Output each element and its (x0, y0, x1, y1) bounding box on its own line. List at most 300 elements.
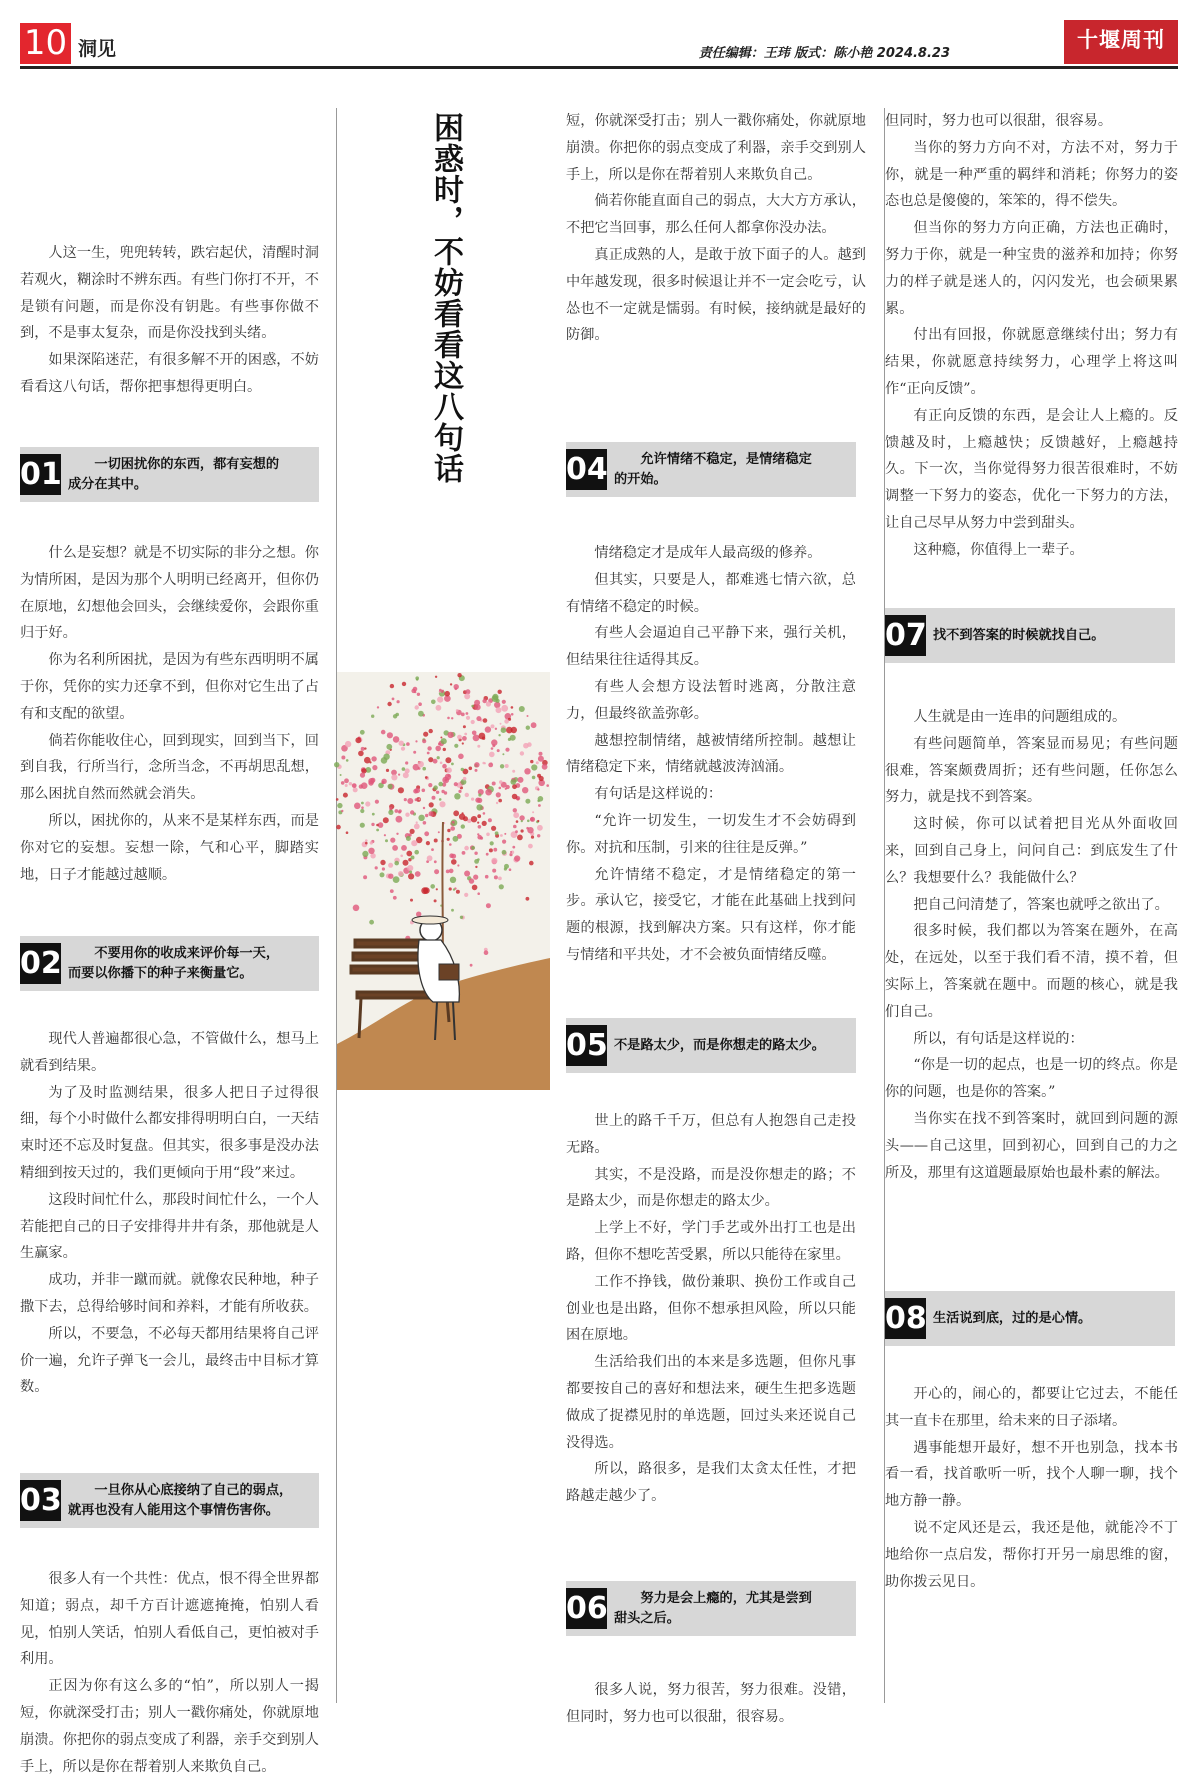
blossom-dot (385, 839, 388, 842)
blossom-dot (454, 793, 460, 799)
section-header-01 (20, 447, 319, 502)
blossom-dot (502, 840, 506, 844)
blossom-dot (532, 776, 536, 780)
section-03-body-start (20, 1566, 319, 1775)
blossom-dot (392, 845, 398, 851)
paragraph: 很多时候，我们都以为答案在题外，在高处，在远处，以至于我们看不清，摸不着，但实际上，答案就在题中。而题的核心，就是我们自己。 (885, 923, 1178, 1020)
section-header-06 (566, 1581, 856, 1636)
blossom-dot (512, 784, 517, 789)
blossom-dot (505, 748, 509, 752)
blossom-dot (406, 836, 411, 841)
blossom-dot (440, 737, 442, 739)
blossom-dot (433, 759, 438, 764)
blossom-dot (462, 851, 466, 855)
blossom-dot (531, 722, 537, 728)
blossom-dot (375, 800, 379, 804)
blossom-dot (382, 867, 385, 870)
paragraph: 为了及时监测结果，很多人把日子过得很细，每个小时做什么都安排得明明白白，一天结束时还不忘及时复盘。但其实，很多事是没办法精细到按天过的，我们更倾向于用“段”来过。 (20, 1084, 319, 1181)
blossom-dot (499, 884, 504, 889)
blossom-dot (466, 712, 469, 715)
page-number-badge: 10 (20, 23, 71, 64)
paragraph: 越想控制情绪，越被情绪所控制。越想让情绪稳定下来，情绪就越波涛汹涌。 (566, 732, 856, 776)
blossom-dot (403, 860, 409, 866)
blossom-dot (488, 818, 492, 822)
section-number: 07 (885, 615, 926, 656)
blossom-dot (491, 724, 495, 728)
blossom-dot (434, 869, 439, 874)
section-header-05 (566, 1018, 856, 1073)
blossom-dot (521, 820, 523, 822)
blossom-dot (384, 834, 386, 836)
blossom-dot (434, 860, 437, 863)
blossom-dot (502, 850, 507, 855)
paragraph: 有些人会想方设法暂时逃离，分散注意力，但最终欲盖弥彰。 (566, 678, 856, 722)
section-number: 03 (20, 1480, 61, 1521)
blossom-dot (406, 742, 410, 746)
blossom-dot (361, 747, 365, 751)
blossom-dot (466, 716, 470, 720)
blossom-dot (407, 865, 413, 871)
blossom-dot (501, 705, 508, 712)
blossom-dot (451, 717, 453, 719)
blossom-dot (476, 716, 481, 721)
paragraph: 付出有回报，你就愿意继续付出；努力有结果，你就愿意持续努力，心理学上将这叫作“正向反馈”。 (885, 327, 1178, 397)
blossom-dot (505, 788, 507, 790)
blossom-dot (344, 778, 349, 783)
paragraph: 这时候，你可以试着把目光从外面收回来，回到自己身上，问问自己：到底发生了什么？我想要什么？我能做什么？ (885, 816, 1178, 886)
section-header-03 (20, 1473, 319, 1528)
blossom-dot (525, 799, 530, 804)
blossom-dot (523, 743, 529, 749)
blossom-dot (398, 774, 400, 776)
blossom-dot (429, 729, 433, 733)
blossom-dot (473, 875, 478, 880)
paragraph: 有句话是这样说的： (594, 786, 723, 803)
blossom-dot (510, 779, 516, 785)
blossom-dot (369, 920, 374, 925)
blossom-dot (506, 727, 513, 734)
blossom-dot (482, 821, 487, 826)
blossom-dot (341, 810, 343, 812)
blossom-dot (448, 774, 451, 777)
blossom-dot (477, 892, 480, 895)
blossom-dot (502, 753, 504, 755)
blossom-dot (418, 711, 424, 717)
blossom-dot (528, 844, 533, 849)
blossom-dot (446, 767, 452, 773)
blossom-dot (435, 676, 437, 678)
blossom-dot (452, 821, 455, 824)
blossom-dot (482, 762, 485, 765)
blossom-dot (538, 804, 541, 807)
blossom-dot (518, 777, 524, 783)
blossom-dot (449, 853, 454, 858)
blossom-dot (488, 763, 493, 768)
paragraph: 有正向反馈的东西，是会让人上瘾的。反馈越及时，上瘾越快；反馈越好，上瘾越持久。下一次，当你觉得努力很苦很难时，不妨调整一下努力的姿态，优化一下努力的方法，让自己尽早从努力中尝到甜头。 (885, 407, 1178, 531)
blossom-dot (511, 706, 514, 709)
intro-text (20, 240, 319, 401)
blossom-dot (461, 768, 464, 771)
blossom-dot (456, 890, 460, 894)
blossom-dot (436, 791, 439, 794)
blossom-dot (537, 800, 540, 803)
paragraph: “你是一切的起点，也是一切的终点。你是你的问题，也是你的答案。” (885, 1057, 1178, 1101)
blossom-dot (337, 803, 342, 808)
paragraph: 所以，困扰你的，从来不是某样东西，而是你对它的妄想。妄想一除，气和心平，脚踏实地，日子才能越过越顺。 (20, 812, 319, 883)
blossom-dot (445, 757, 451, 763)
blossom-dot (464, 893, 468, 897)
blossom-dot (454, 782, 458, 786)
blossom-dot (456, 709, 459, 712)
section-04-body (566, 540, 856, 969)
blossom-dot (443, 748, 446, 751)
blossom-dot (482, 699, 486, 703)
section-02-body (20, 1026, 319, 1401)
blossom-dot (458, 754, 464, 760)
blossom-dot (439, 801, 445, 807)
blossom-dot (521, 829, 524, 832)
blossom-dot (362, 851, 368, 857)
blossom-dot (457, 864, 459, 866)
blossom-dot (388, 863, 393, 868)
blossom-dot (457, 735, 462, 740)
blossom-dot (526, 726, 530, 730)
paragraph: 允许情绪不稳定，才是情绪稳定的第一步。承认它，接受它，才能在此基础上找到问题的根源，找到解决方案。只有这样，你才能与情绪和平共处，才不会被负面情绪反噬。 (566, 866, 856, 963)
blossom-dot (515, 830, 518, 833)
blossom-dot (386, 744, 392, 750)
section-name: 洞见 (78, 38, 117, 60)
blossom-dot (498, 877, 502, 881)
section-header-02 (20, 936, 319, 991)
blossom-dot (376, 824, 379, 827)
blossom-dot (405, 813, 409, 817)
blossom-dot (394, 861, 399, 866)
blossom-dot (489, 848, 493, 852)
blossom-dot (368, 848, 374, 854)
paragraph: 把自己问清楚了，答案也就呼之欲出了。 (913, 896, 1169, 913)
blossom-dot (390, 684, 394, 688)
blossom-dot (387, 732, 393, 738)
blossom-dot (415, 705, 419, 709)
blossom-dot (514, 855, 520, 861)
blossom-dot (462, 812, 464, 814)
tree-bench-illustration-icon (337, 672, 550, 1090)
section-number: 04 (566, 449, 607, 490)
editor-line: 责任编辑：王玮 版式：陈小艳 2024.8.23 (698, 46, 950, 61)
blossom-dot (529, 861, 534, 866)
paragraph: 倘若你能直面自己的弱点，大大方方承认，不把它当回事，那么任何人都拿你没办法。 (566, 193, 866, 237)
blossom-dot (363, 875, 367, 879)
blossom-dot (471, 816, 477, 822)
blossom-dot (502, 700, 506, 704)
blossom-dot (364, 757, 371, 764)
blossom-dot (462, 736, 467, 741)
paragraph: 生活给我们出的本来是多选题，但你凡事都要按自己的喜好和想法来，硬生生把多选题做成了捉襟见肘的单选题，回过头来还说自己没得选。 (566, 1354, 856, 1451)
blossom-dot (476, 804, 482, 810)
blossom-dot (486, 853, 489, 856)
blossom-dot (537, 774, 541, 778)
blossom-dot (532, 811, 534, 813)
blossom-dot (458, 790, 461, 793)
paragraph: 这种瘾，你值得上一辈子。 (913, 541, 1084, 558)
blossom-dot (477, 835, 482, 840)
blossom-dot (498, 799, 502, 803)
blossom-dot (381, 779, 386, 784)
blossom-dot (500, 764, 504, 768)
blossom-dot (413, 751, 416, 754)
header-rule (20, 66, 1178, 69)
blossom-dot (423, 807, 425, 809)
section-01-body (20, 540, 319, 888)
blossom-dot (418, 815, 424, 821)
blossom-dot (469, 878, 474, 883)
blossom-dot (519, 706, 525, 712)
paragraph: 如果深陷迷茫，有很多解不开的困惑，不妨看看这八句话，帮你把事想得更明白。 (20, 352, 319, 395)
blossom-dot (497, 749, 500, 752)
blossom-dot (393, 736, 400, 743)
blossom-dot (424, 831, 429, 836)
blossom-dot (469, 767, 473, 771)
blossom-dot (410, 899, 413, 902)
blossom-dot (474, 852, 477, 855)
blossom-dot (414, 824, 420, 830)
blossom-dot (336, 798, 339, 801)
blossom-dot (477, 745, 480, 748)
blossom-dot (429, 802, 434, 807)
blossom-dot (449, 869, 454, 874)
blossom-dot (427, 746, 431, 750)
blossom-dot (471, 846, 475, 850)
blossom-dot (336, 825, 341, 830)
paragraph: 这段时间忙什么，那段时间忙什么，一个人若能把自己的日子安排得井井有条，那他就是人生赢家。 (20, 1191, 319, 1262)
blossom-dot (389, 807, 392, 810)
blossom-dot (461, 824, 465, 828)
blossom-dot (449, 887, 452, 890)
blossom-dot (360, 773, 365, 778)
blossom-dot (520, 751, 524, 755)
blossom-dot (512, 794, 518, 800)
paragraph: 真正成熟的人，是敢于放下面子的人。越到中年越发现，很多时候退让并不一定会吃亏，认怂也不一定就是懦弱。有时候，接纳就是最好的防御。 (566, 246, 866, 344)
paragraph: 遇事能想开最好，想不开也别急，找本书看一看，找首歌听一听，找个人聊一聊，找个地方静一静。 (885, 1439, 1178, 1510)
blossom-dot (495, 831, 499, 835)
blossom-dot (346, 831, 349, 834)
blossom-dot (417, 693, 420, 696)
blossom-dot (411, 856, 415, 860)
blossom-dot (450, 683, 452, 685)
blossom-dot (436, 888, 438, 890)
blossom-dot (371, 823, 374, 826)
blossom-dot (478, 825, 482, 829)
paragraph: 短，你就深受打击；别人一戳你痛处，你就原地崩溃。你把你的弱点变成了利器，亲手交到别人手上，所以是你在帮着别人来欺负自己。 (566, 113, 866, 183)
blossom-dot (435, 746, 441, 752)
blossom-dot (434, 839, 438, 843)
blossom-dot (402, 767, 406, 771)
blossom-dot (419, 798, 421, 800)
blossom-dot (531, 764, 537, 770)
blossom-dot (365, 842, 368, 845)
section-title: 努力是会上瘾的，尤其是尝到 甜头之后。 (614, 1590, 812, 1626)
blossom-dot (423, 732, 428, 737)
blossom-dot (388, 874, 393, 879)
blossom-dot (372, 813, 375, 816)
blossom-dot (453, 836, 459, 842)
section-number: 05 (566, 1025, 607, 1066)
blossom-dot (341, 781, 345, 785)
blossom-dot (442, 777, 449, 784)
blossom-dot (454, 744, 458, 748)
blossom-dot (354, 803, 361, 810)
blossom-dot (393, 714, 397, 718)
blossom-dot (353, 905, 360, 912)
blossom-dot (478, 793, 481, 796)
illustration (337, 672, 550, 1090)
blossom-dot (343, 793, 348, 798)
section-header-07 (885, 608, 1175, 663)
blossom-dot (499, 787, 502, 790)
section-07-body (885, 704, 1178, 1186)
blossom-dot (334, 762, 339, 767)
paragraph: 当你实在找不到答案时，就回到问题的源头——自己这里，回到初心，回到自己的力之所及，那里有这道题最原始也最朴素的解法。 (885, 1110, 1178, 1181)
blossom-dot (486, 701, 491, 706)
blossom-dot (341, 756, 345, 760)
paragraph: 工作不挣钱，做份兼职、换份工作或自己创业也是出路，但你不想承担风险，所以只能困在原地。 (566, 1273, 856, 1344)
blossom-dot (387, 702, 391, 706)
paragraph: 有些人会逼迫自己平静下来，强行关机，但结果往往适得其反。 (566, 625, 856, 669)
section-title: 允许情绪不稳定，是情绪稳定 的开始。 (614, 451, 812, 487)
blossom-dot (491, 858, 497, 864)
logo-strip (1064, 60, 1178, 64)
blossom-dot (386, 769, 389, 772)
blossom-dot (430, 884, 435, 889)
blossom-dot (447, 838, 450, 841)
blossom-dot (483, 718, 488, 723)
blossom-dot (459, 814, 465, 820)
blossom-dot (447, 829, 450, 832)
blossom-dot (437, 756, 440, 759)
blossom-dot (414, 691, 416, 693)
paragraph: 开心的，闹心的，都要让它过去，不能任其一直卡在那里，给未来的日子添堵。 (885, 1386, 1178, 1429)
blossom-dot (472, 885, 478, 891)
blossom-dot (358, 751, 364, 757)
blossom-dot (527, 715, 529, 717)
section-title: 生活说到底，过的是心情。 (933, 1310, 1092, 1326)
blossom-dot (433, 785, 438, 790)
blossom-dot (510, 851, 512, 853)
blossom-dot (442, 764, 447, 769)
section-03-body-cont (566, 108, 866, 349)
blossom-dot (517, 835, 523, 841)
blossom-dot (472, 731, 477, 736)
blossom-dot (461, 713, 465, 717)
blossom-dot (392, 698, 395, 701)
blossom-dot (398, 809, 401, 812)
blossom-dot (390, 838, 395, 843)
blossom-dot (422, 789, 426, 793)
blossom-dot (441, 790, 444, 793)
blossom-dot (464, 693, 470, 699)
blossom-dot (513, 825, 517, 829)
blossom-dot (453, 888, 455, 890)
blossom-dot (498, 690, 502, 694)
blossom-dot (422, 767, 426, 771)
blossom-dot (495, 728, 497, 730)
blossom-dot (414, 850, 419, 855)
blossom-dot (493, 848, 497, 852)
blossom-dot (462, 742, 464, 744)
blossom-dot (438, 743, 441, 746)
blossom-dot (376, 829, 379, 832)
paragraph: 人这一生，兜兜转转，跌宕起伏，清醒时洞若观火，糊涂时不辨东西。有些门你打不开，不是锁有问题，而是你没有钥匙。有些事你做不到，不是事太复杂，而是你没找到头绪。 (20, 245, 319, 342)
blossom-dot (477, 814, 481, 818)
paragraph: 正因为你有这么多的“怕”，所以别人一揭短，你就深受打击；别人一戳你痛处，你就原地崩溃。你把你的弱点变成了利器，亲手交到别人手上，所以是你在帮着别人来欺负自己。 (20, 1678, 319, 1775)
blossom-dot (537, 788, 539, 790)
blossom-dot (460, 916, 463, 919)
section-title: 不要用你的收成来评价每一天， 而要以你播下的种子来衡量它。 (68, 945, 280, 981)
paragraph: 所以，不要急，不必每天都用结果将自己评价一遍，允许子弹飞一会儿，最终击中目标才算数。 (20, 1325, 319, 1396)
paragraph: 说不定风还是云，我还是他，就能冷不丁地给你一点启发，帮你打开另一扇思维的窗，助你拨云见日。 (885, 1519, 1178, 1590)
blossom-dot (360, 823, 365, 828)
blossom-dot (440, 762, 443, 765)
blossom-dot (361, 806, 364, 809)
blossom-dot (538, 756, 544, 762)
paragraph: 你为名利所困扰，是因为有些东西明明不属于你，凭你的实力还拿不到，但你对它生出了占有和支配的欲望。 (20, 652, 319, 722)
blossom-dot (464, 846, 469, 851)
section-08-body (885, 1381, 1178, 1595)
blossom-dot (399, 741, 404, 746)
blossom-dot (537, 820, 539, 822)
section-title: 不是路太少，而是你想走的路太少。 (614, 1037, 825, 1053)
blossom-dot (383, 817, 389, 823)
blossom-dot (437, 697, 443, 703)
paragraph: 但当你的努力方向正确，方法也正确时，努力于你，就是一种宝贵的滋养和加持；你努力的样子就是迷人的，闪闪发光，也会硕果累累。 (885, 220, 1178, 317)
blossom-dot (429, 811, 434, 816)
blossom-dot (391, 774, 397, 780)
section-header-08 (885, 1291, 1175, 1346)
blossom-dot (436, 705, 442, 711)
blossom-dot (484, 950, 489, 955)
section-number: 02 (20, 943, 61, 984)
blossom-dot (359, 784, 363, 788)
paragraph: 有些问题简单，答案显而易见；有些问题很难，答案颇费周折；还有些问题，任你怎么努力，就是找不到答案。 (885, 735, 1178, 806)
blossom-dot (504, 833, 506, 835)
blossom-dot (439, 689, 442, 692)
blossom-dot (388, 784, 393, 789)
blossom-dot (427, 855, 433, 861)
blossom-dot (407, 798, 413, 804)
paragraph: 人生就是由一连串的问题组成的。 (913, 709, 1127, 725)
blossom-dot (505, 764, 509, 768)
blossom-dot (390, 889, 394, 893)
blossom-dot (471, 705, 474, 708)
blossom-dot (428, 757, 433, 762)
blossom-dot (471, 720, 475, 724)
blossom-dot (410, 829, 415, 834)
blossom-dot (409, 871, 412, 874)
blossom-dot (483, 812, 486, 815)
blossom-dot (438, 831, 440, 833)
blossom-dot (411, 840, 417, 846)
blossom-dot (475, 866, 477, 868)
blossom-dot (511, 713, 514, 716)
blossom-dot (485, 726, 491, 732)
blossom-dot (372, 765, 377, 770)
blossom-dot (441, 738, 447, 744)
blossom-dot (457, 673, 461, 677)
paragraph: 当你的努力方向不对，方法不对，努力于你，就是一种严重的羁绊和消耗；你努力的姿态也总是傻傻的，笨笨的，得不偿失。 (885, 139, 1178, 210)
blossom-dot (530, 817, 534, 821)
blossom-dot (492, 782, 496, 786)
blossom-dot (490, 841, 494, 845)
